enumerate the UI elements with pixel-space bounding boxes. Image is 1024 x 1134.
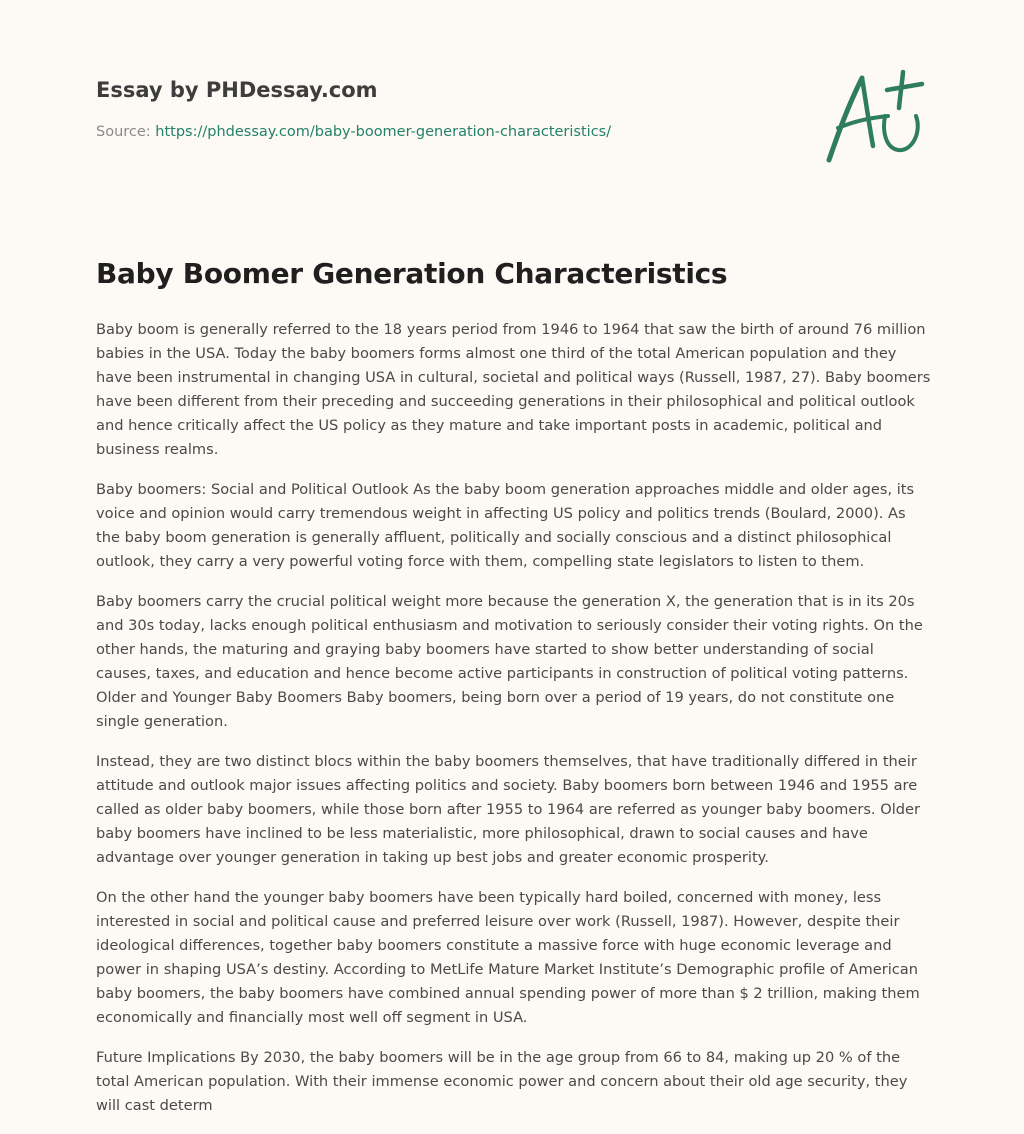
- essay-header: [96, 76, 796, 142]
- essay-article: [96, 252, 932, 1134]
- essay-paragraph: Baby boomers carry the crucial political weight more because the generation X, the generation that is in its 20s and 30s today, lacks enough political enthusiasm and motivation to seriously consider their voting rights. On the other hands, the maturing and graying baby boomers have started to show better understanding of social causes, taxes, and education and hence become active participants in construction of political voting patterns. Older and Younger Baby Boomers Baby boomers, being born over a period of 19 years, do not constitute one single generation.: [96, 593, 923, 730]
- essay-paragraph: On the other hand the younger baby boomers have been typically hard boiled, concerned with money, less interested in social and political cause and preferred leisure over work (Russell, 1987). However, despite their ideological differences, together baby boomers constitute a massive force with huge economic leverage and power in shaping USA’s destiny. According to MetLife Mature Market Institute’s Demographic profile of American baby boomers, the baby boomers have combined annual spending power of more than $ 2 trillion, making them economically and financially most well off segment in USA.: [96, 889, 920, 1026]
- essay-title: Baby Boomer Generation Characteristics: [96, 257, 728, 290]
- essay-paragraph: Future Implications By 2030, the baby boomers will be in the age group from 66 to 84, making up 20 % of the total American population. With their immense economic power and concern about their old age security, they will cast determ: [96, 1049, 908, 1114]
- essay-paragraph: Instead, they are two distinct blocs within the baby boomers themselves, that have traditionally differed in their attitude and outlook major issues affecting politics and society. Baby boomers born between 1946 and 1955 are called as older baby boomers, while those born after 1955 to 1964 are referred as younger baby boomers. Older baby boomers have inclined to be less materialistic, more philosophical, drawn to social causes and have advantage over younger generation in taking up best jobs and greater economic prosperity.: [96, 753, 920, 866]
- essay-paragraph: Baby boomers: Social and Political Outlook As the baby boom generation approaches middle and older ages, its voice and opinion would carry tremendous weight in affecting US policy and politics trends (Boulard, 2000). As the baby boom generation is generally affluent, politically and socially conscious and a distinct philosophical outlook, they carry a very powerful voting force with them, compelling state legislators to listen to them.: [96, 481, 915, 570]
- a-plus-grade-icon: [822, 66, 926, 166]
- source-line: [96, 122, 796, 142]
- source-link[interactable]: https://phdessay.com/baby-boomer-generation-characteristics/: [155, 124, 612, 140]
- source-label: Source:: [96, 124, 156, 140]
- site-brand: Essay by PHDessay.com: [96, 78, 378, 102]
- essay-paragraph: Baby boom is generally referred to the 18 years period from 1946 to 1964 that saw the birth of around 76 million babies in the USA. Today the baby boomers forms almost one third of the total American population and they have been instrumental in changing USA in cultural, societal and political ways (Russell, 1987, 27). Baby boomers have been different from their preceding and succeeding generations in their philosophical and political outlook and hence critically affect the US policy as they mature and take important posts in academic, political and business realms.: [96, 321, 931, 458]
